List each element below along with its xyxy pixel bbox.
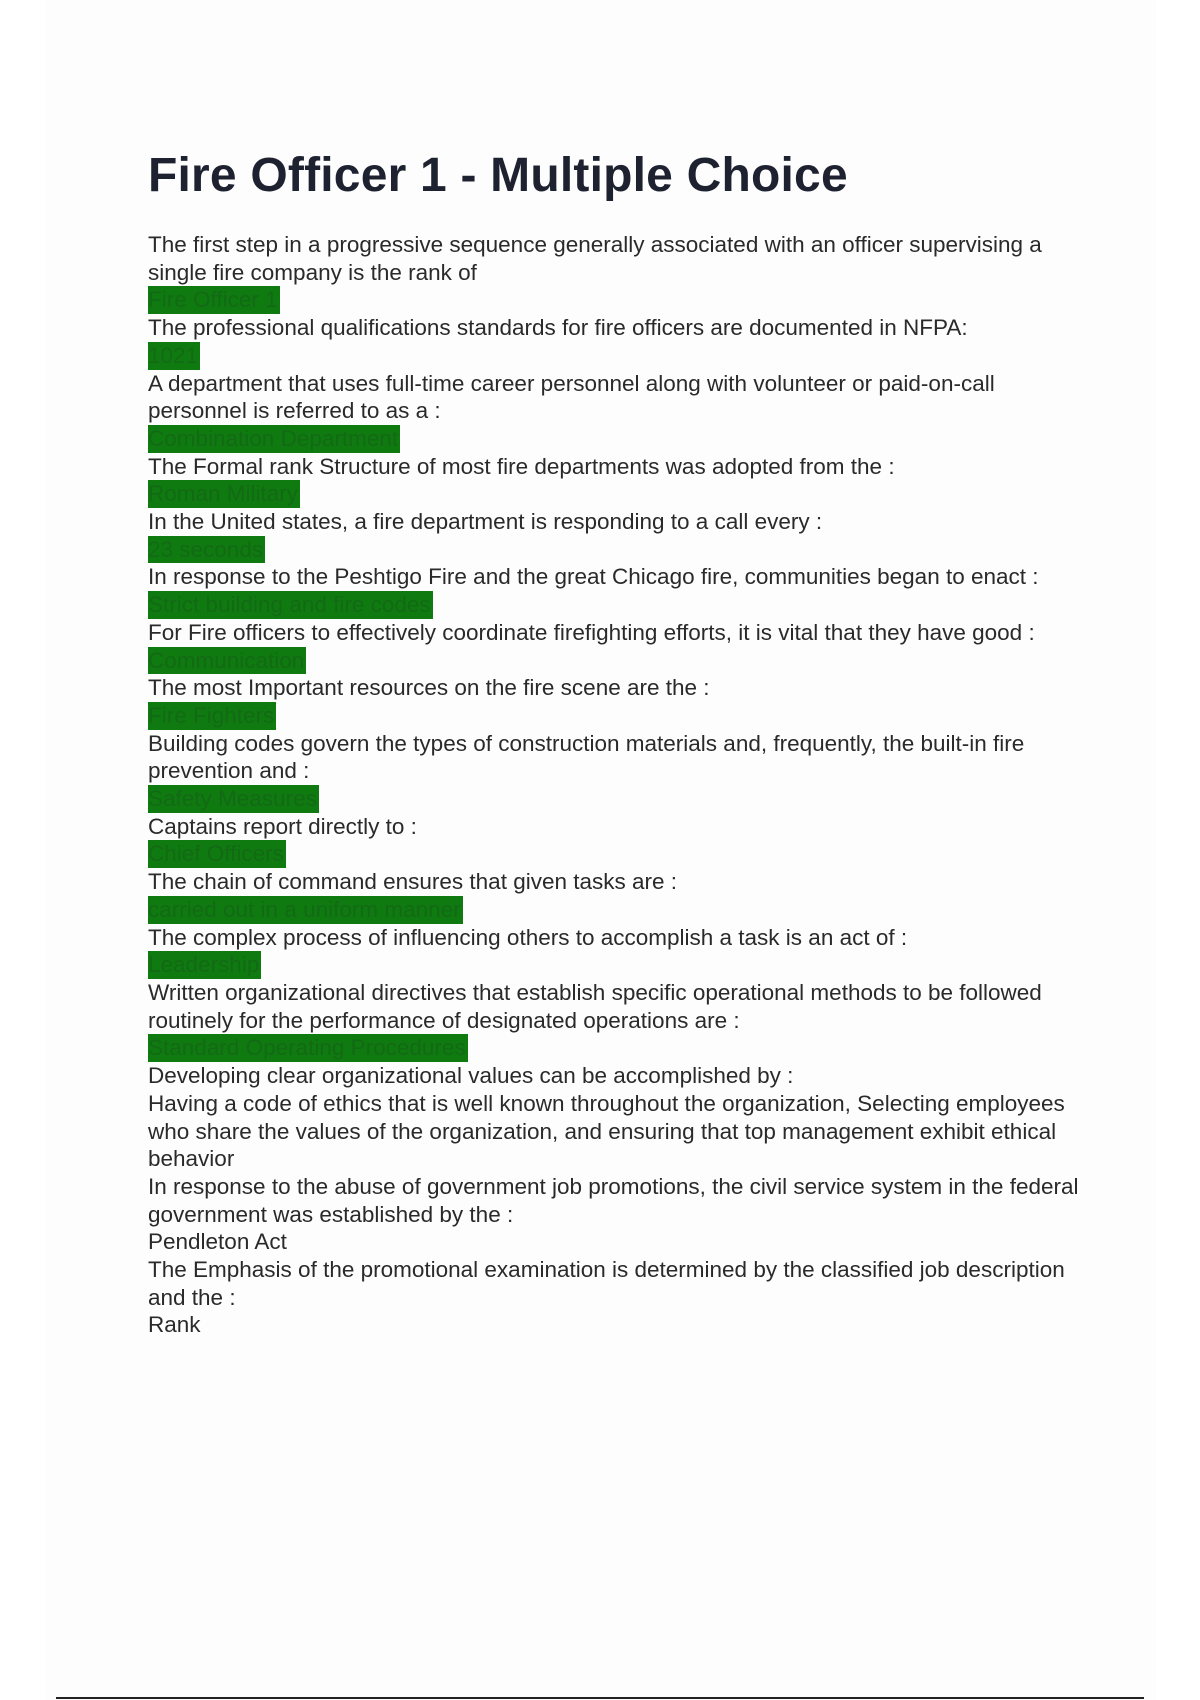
highlighted-answer: Fire Officer 1 xyxy=(148,287,278,313)
question-text: In response to the Peshtigo Fire and the great Chicago fire, communities began to enact : xyxy=(148,564,1039,590)
question-text: Captains report directly to : xyxy=(148,813,417,839)
question-text: For Fire officers to effectively coordinate firefighting efforts, it is vital that they have good : xyxy=(148,619,1035,645)
question-text: Developing clear organizational values can be accomplished by : xyxy=(148,1063,794,1089)
answer-text: Pendleton Act xyxy=(148,1229,287,1255)
question-text: Written organizational directives that establish specific operational methods to be followed routinely for the performance of designated operations are : xyxy=(148,979,1042,1033)
answer-text: Having a code of ethics that is well known throughout the organization, Selecting employees who share the values of the organization, and ensuring that top management exhibit ethical behavior xyxy=(148,1090,1065,1172)
question-text: A department that uses full-time career personnel along with volunteer or paid-on-call personnel is referred to as a : xyxy=(148,370,995,424)
highlighted-answer: Leadership xyxy=(148,952,260,978)
question-text: The Formal rank Structure of most fire departments was adopted from the : xyxy=(148,453,895,479)
highlighted-answer: Chief Officers xyxy=(148,841,284,867)
highlighted-answer: Strict building and fire codes xyxy=(148,592,431,618)
highlighted-answer: Communication xyxy=(148,647,305,673)
page-bottom-rule xyxy=(56,1697,1144,1699)
question-text: In the United states, a fire department is responding to a call every : xyxy=(148,509,823,535)
question-text: Building codes govern the types of construction materials and, frequently, the built-in fire prevention and : xyxy=(148,730,1025,784)
question-text: The chain of command ensures that given tasks are : xyxy=(148,869,678,895)
question-answer-list xyxy=(148,231,1098,1339)
highlighted-answer: 1021 xyxy=(148,342,199,368)
question-text: The first step in a progressive sequence generally associated with an officer supervising a single fire company is the rank of xyxy=(148,232,1042,285)
answer-text: Rank xyxy=(148,1312,201,1338)
highlighted-answer: Safety Measures xyxy=(148,786,317,812)
highlighted-answer: Standard Operating Procedures xyxy=(148,1035,466,1061)
question-text: The professional qualifications standards for fire officers are documented in NFPA: xyxy=(148,315,968,341)
question-text: The complex process of influencing others to accomplish a task is an act of : xyxy=(148,924,908,950)
highlighted-answer: Fire Fighters xyxy=(148,702,275,728)
highlighted-answer: Combination Department xyxy=(148,425,399,451)
question-text: The Emphasis of the promotional examination is determined by the classified job description and the : xyxy=(148,1257,1065,1310)
highlighted-answer: 23 seconds xyxy=(148,536,264,562)
page-title: Fire Officer 1 - Multiple Choice xyxy=(148,149,848,202)
question-text: The most Important resources on the fire scene are the : xyxy=(148,675,710,701)
question-text: In response to the abuse of government job promotions, the civil service system in the federal government was established by the : xyxy=(148,1173,1079,1227)
highlighted-answer: carried out in a uniform manner xyxy=(148,896,461,922)
highlighted-answer: Roman Military xyxy=(148,481,299,507)
